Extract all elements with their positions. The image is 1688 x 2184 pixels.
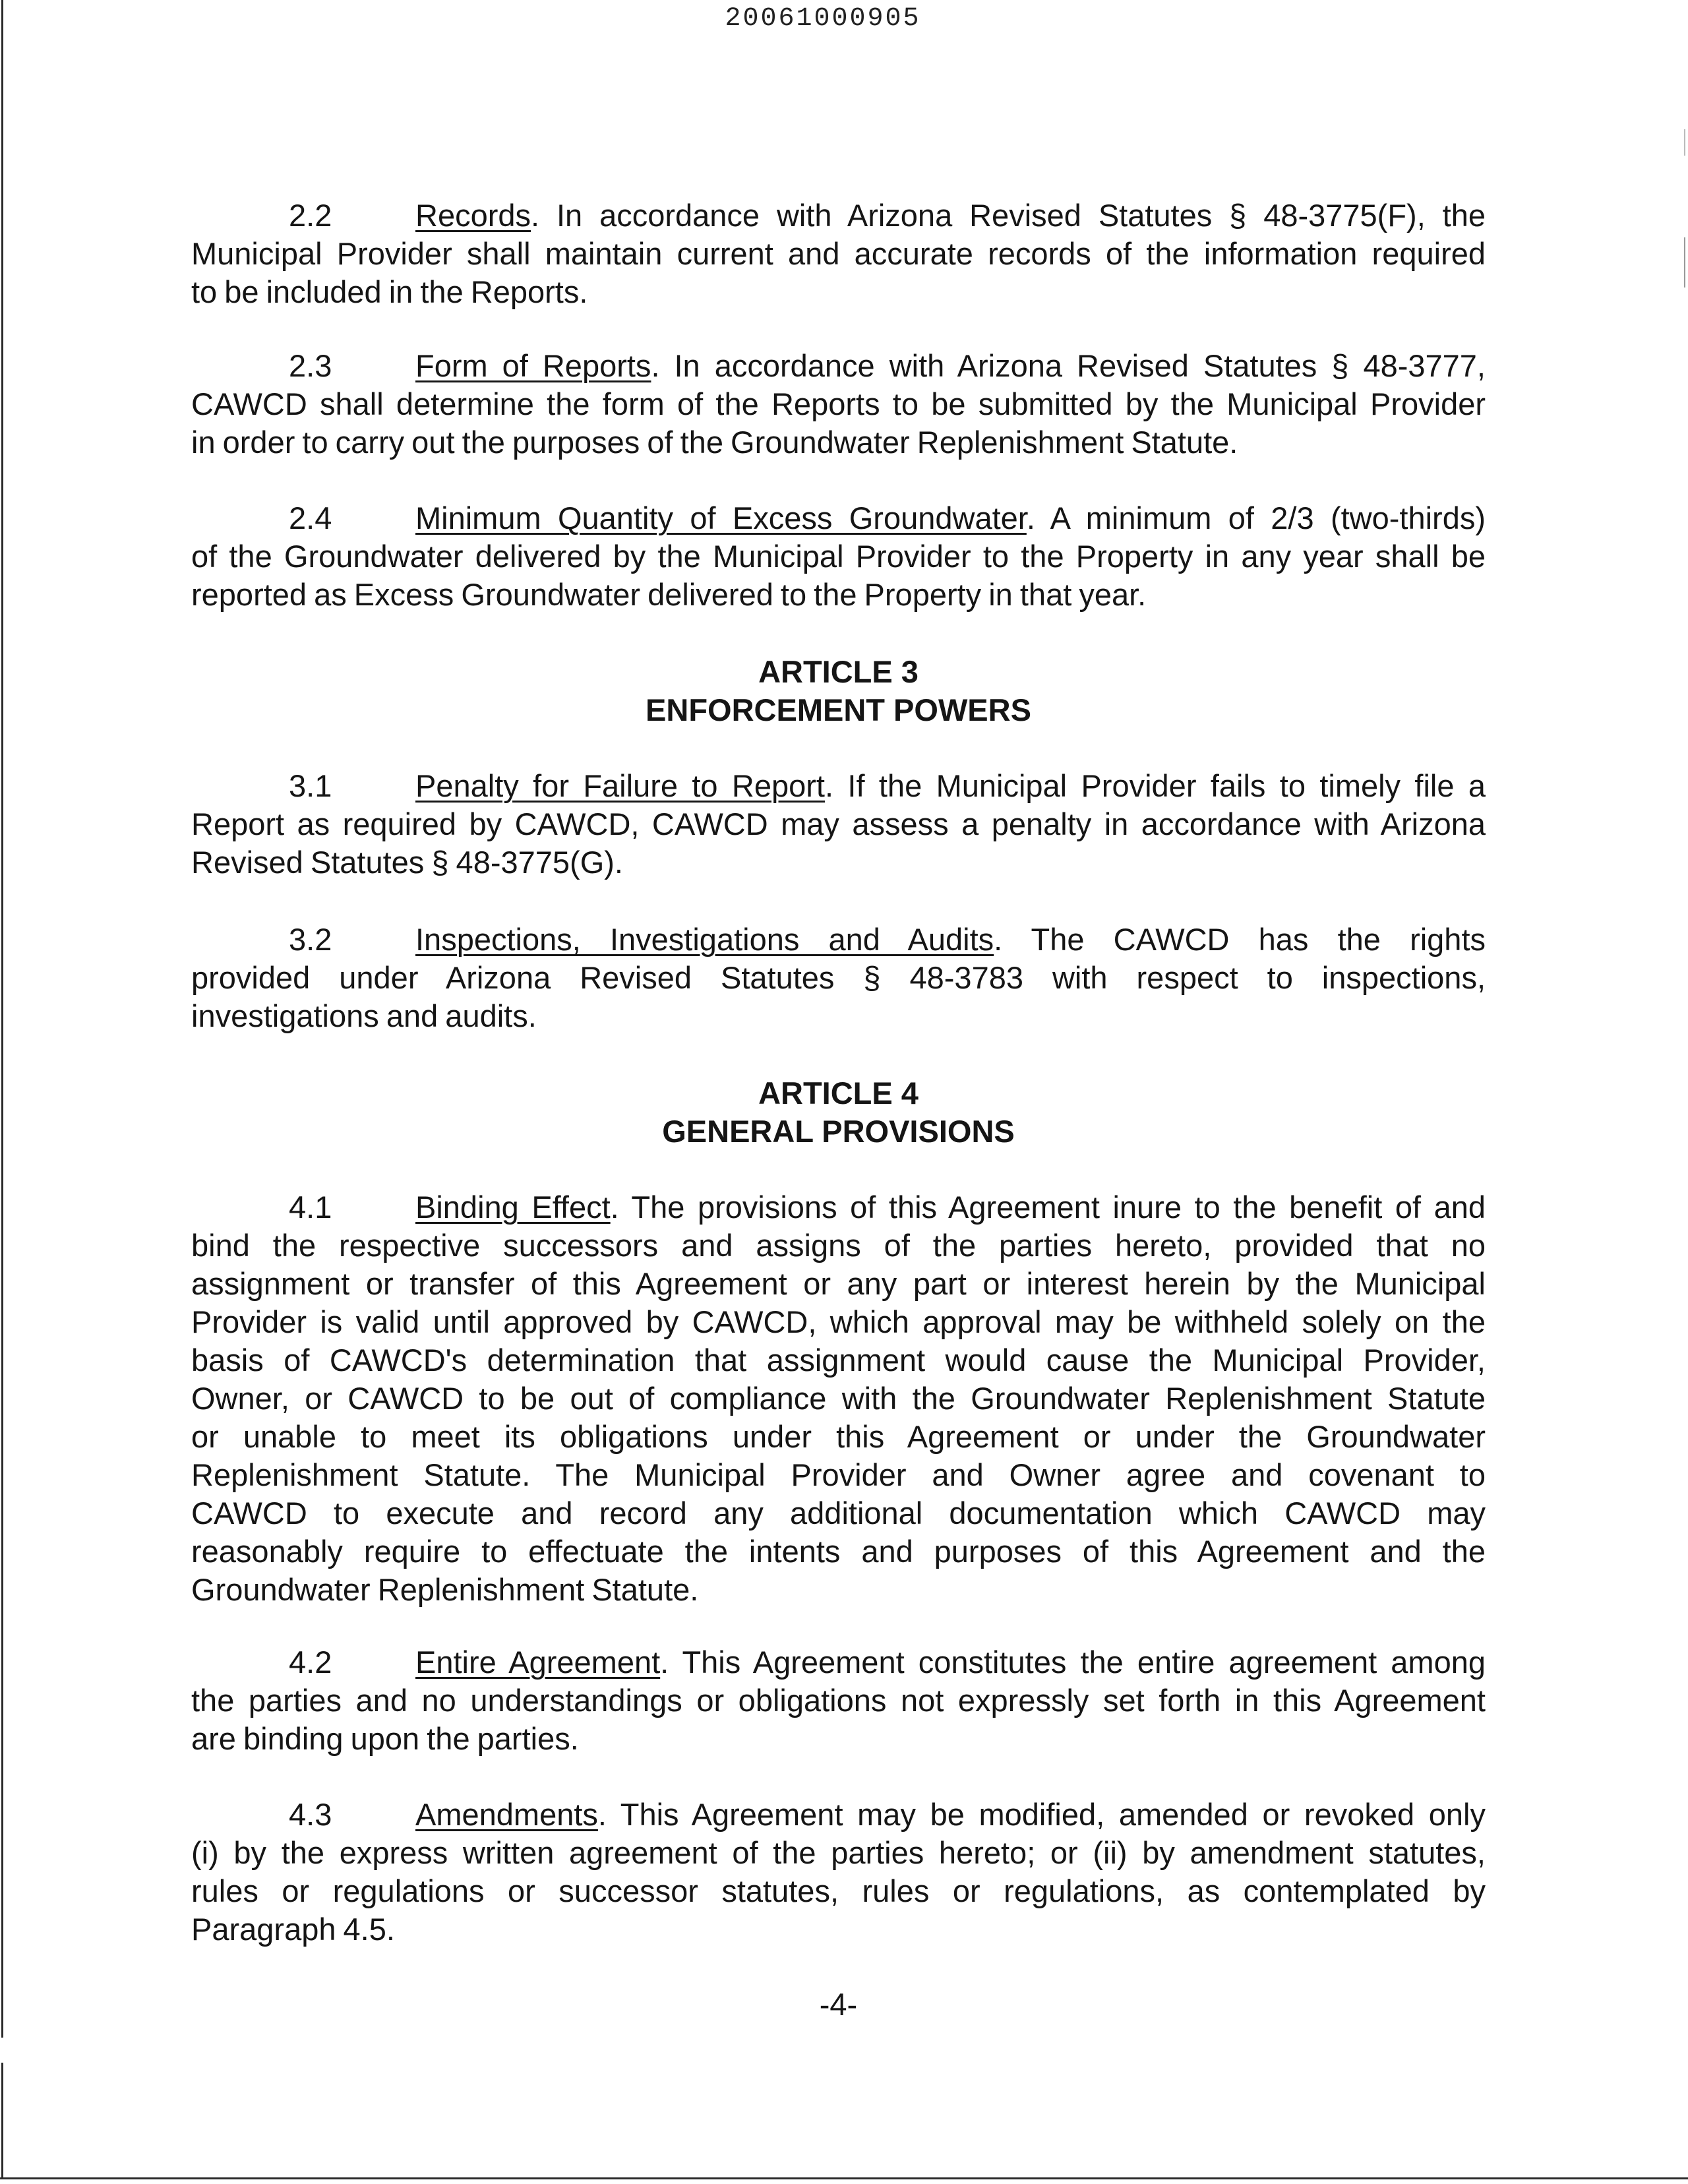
paragraph-line xyxy=(191,1188,1486,1227)
section-number: 2.3 xyxy=(289,348,332,383)
article-label: ARTICLE 4 xyxy=(758,1076,919,1110)
paragraph-line xyxy=(191,1796,1486,1834)
paragraph-line: (i) by the express written agreement of the parties hereto; or (ii) by amendment statutes, xyxy=(191,1835,1486,1870)
paragraph-line: rules or regulations or successor statutes, rules or regulations, as contemplated by xyxy=(191,1873,1486,1908)
section-heading: Form of Reports xyxy=(415,348,651,383)
section-heading: Records xyxy=(415,198,531,233)
section-4-3 xyxy=(191,1796,1486,1949)
section-3-2 xyxy=(191,921,1486,1035)
section-2-4 xyxy=(191,499,1486,614)
section-heading: Entire Agreement xyxy=(415,1645,661,1680)
section-number: 2.2 xyxy=(289,198,332,233)
paragraph-line: Municipal Provider shall maintain current and accurate records of the information required xyxy=(191,236,1486,271)
paragraph-line: provided under Arizona Revised Statutes § 48-3783 with respect to inspections, xyxy=(191,960,1486,995)
recording-number: 20061000905 xyxy=(725,4,921,34)
paragraph-line: or unable to meet its obligations under this Agreement or under the Groundwater xyxy=(191,1419,1486,1454)
article-title: ENFORCEMENT POWERS xyxy=(646,692,1031,727)
section-heading: Minimum Quantity of Excess Groundwater xyxy=(415,501,1027,535)
paragraph-text: . This Agreement may be modified, amended or revoked only xyxy=(597,1797,1486,1832)
scan-mark-right-lower xyxy=(1684,237,1685,288)
paragraph-line xyxy=(191,1643,1486,1682)
paragraph-text: . In accordance with Arizona Revised Statutes § 48-3775(F), the xyxy=(531,198,1486,233)
paragraph-line: the parties and no understandings or obligations not expressly set forth in this Agreement xyxy=(191,1683,1486,1718)
section-2-2 xyxy=(191,197,1486,311)
section-heading: Amendments xyxy=(415,1797,598,1832)
section-heading: Penalty for Failure to Report xyxy=(415,768,825,803)
paragraph-line: of the Groundwater delivered by the Municipal Provider to the Property in any year shall be xyxy=(191,539,1486,574)
paragraph-line xyxy=(191,499,1486,537)
paragraph-line: to be included in the Reports. xyxy=(191,274,588,309)
article-title: GENERAL PROVISIONS xyxy=(662,1114,1015,1149)
scan-mark-right xyxy=(1684,129,1685,156)
paragraph-line xyxy=(191,347,1486,385)
paragraph-line: reasonably require to effectuate the intents and purposes of this Agreement and the xyxy=(191,1534,1486,1569)
page-number: -4- xyxy=(819,1987,858,2022)
section-4-2 xyxy=(191,1643,1486,1758)
scan-edge-left-lower xyxy=(1,2063,3,2179)
article-4-heading xyxy=(191,1074,1486,1151)
section-3-1 xyxy=(191,767,1486,882)
section-number: 4.1 xyxy=(289,1190,332,1225)
paragraph-line: Groundwater Replenishment Statute. xyxy=(191,1572,699,1607)
section-number: 2.4 xyxy=(289,501,332,535)
paragraph-line: Owner, or CAWCD to be out of compliance with the Groundwater Replenishment Statute xyxy=(191,1381,1486,1416)
paragraph-line: Revised Statutes § 48-3775(G). xyxy=(191,845,623,880)
paragraph-line: Provider is valid until approved by CAWCD, which approval may be withheld solely on the xyxy=(191,1304,1486,1339)
section-heading: Inspections, Investigations and Audits xyxy=(415,922,994,957)
section-4-1 xyxy=(191,1188,1486,1609)
paragraph-line xyxy=(191,921,1486,959)
paragraph-line: Replenishment Statute. The Municipal Provider and Owner agree and covenant to xyxy=(191,1457,1486,1492)
paragraph-line xyxy=(191,197,1486,235)
paragraph-line: basis of CAWCD's determination that assignment would cause the Municipal Provider, xyxy=(191,1343,1486,1378)
paragraph-line: investigations and audits. xyxy=(191,998,537,1033)
scan-edge-bottom xyxy=(0,2177,1688,2179)
paragraph-line: are binding upon the parties. xyxy=(191,1721,579,1756)
section-number: 4.2 xyxy=(289,1645,332,1680)
article-label: ARTICLE 3 xyxy=(758,654,919,689)
article-3-heading xyxy=(191,653,1486,729)
paragraph-line: Paragraph 4.5. xyxy=(191,1912,395,1947)
paragraph-text: . This Agreement constitutes the entire agreement among xyxy=(660,1645,1486,1680)
section-2-3 xyxy=(191,347,1486,462)
paragraph-line: in order to carry out the purposes of the Groundwater Replenishment Statute. xyxy=(191,425,1238,460)
paragraph-line xyxy=(191,767,1486,805)
section-number: 3.1 xyxy=(289,768,332,803)
paragraph-line: assignment or transfer of this Agreement or any part or interest herein by the Municipal xyxy=(191,1266,1486,1301)
section-number: 4.3 xyxy=(289,1797,332,1832)
section-number: 3.2 xyxy=(289,922,332,957)
paragraph-line: bind the respective successors and assigns of the parties hereto, provided that no xyxy=(191,1228,1486,1263)
section-heading: Binding Effect xyxy=(415,1190,611,1225)
paragraph-line: reported as Excess Groundwater delivered to the Property in that year. xyxy=(191,577,1147,612)
paragraph-text: . The provisions of this Agreement inure to the benefit of and xyxy=(610,1190,1486,1225)
paragraph-text: . If the Municipal Provider fails to timely file a xyxy=(824,768,1486,803)
paragraph-text: . The CAWCD has the rights xyxy=(994,922,1486,957)
paragraph-text: . A minimum of 2/3 (two-thirds) xyxy=(1026,501,1486,535)
paragraph-line: CAWCD shall determine the form of the Reports to be submitted by the Municipal Provider xyxy=(191,386,1486,421)
scan-edge-left xyxy=(1,0,3,2038)
paragraph-line: Report as required by CAWCD, CAWCD may assess a penalty in accordance with Arizona xyxy=(191,806,1486,841)
paragraph-text: . In accordance with Arizona Revised Statutes § 48-3777, xyxy=(651,348,1486,383)
paragraph-line: CAWCD to execute and record any additional documentation which CAWCD may xyxy=(191,1496,1486,1531)
